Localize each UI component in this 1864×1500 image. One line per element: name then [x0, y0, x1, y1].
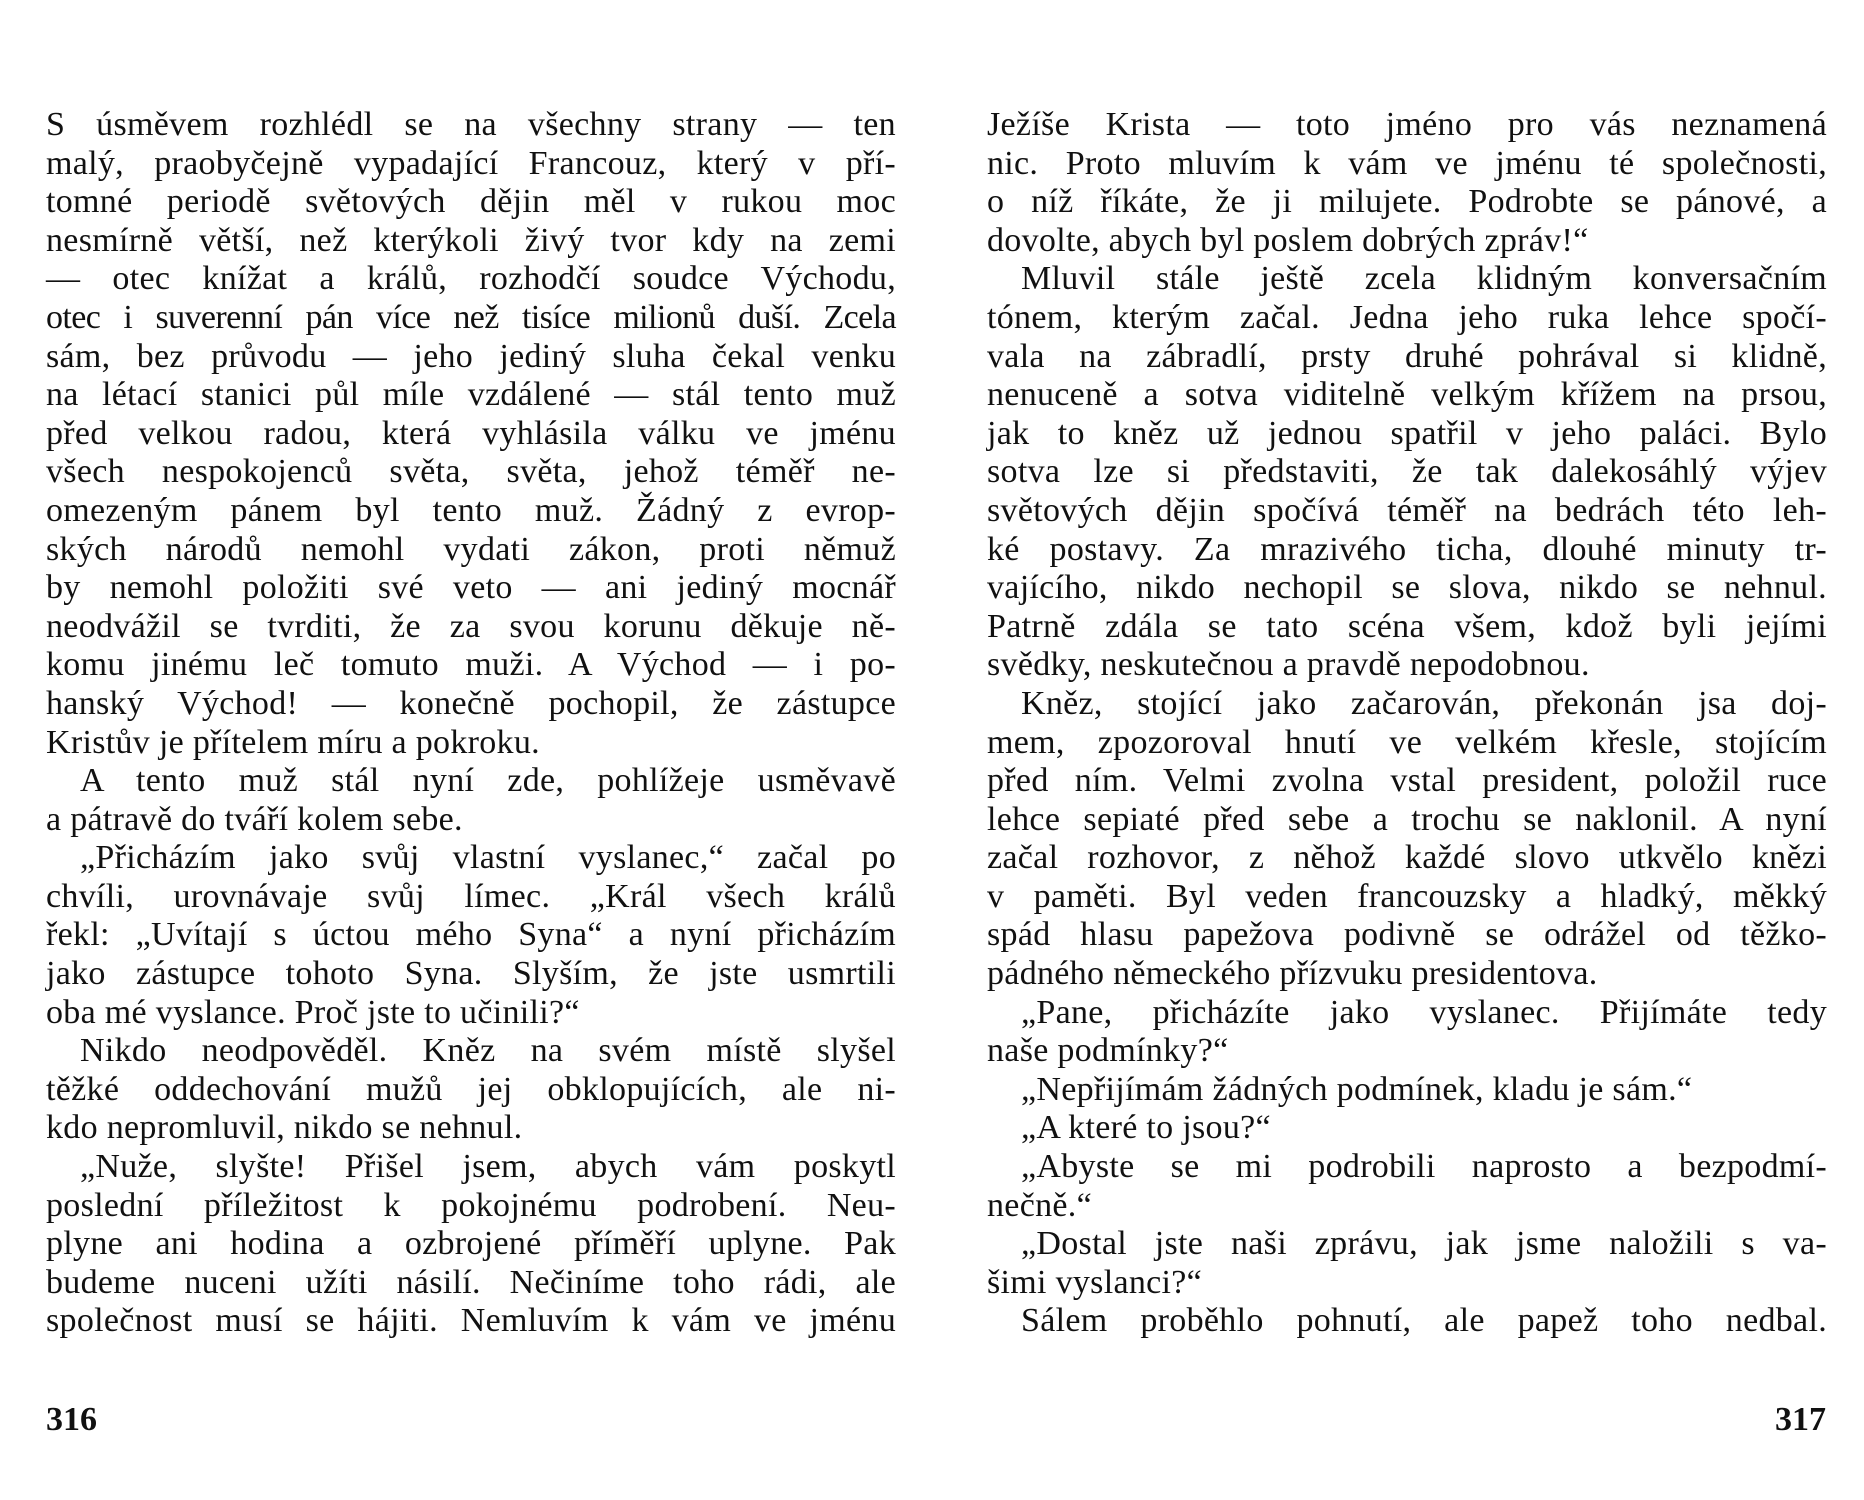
text-line: kdo nepromluvil, nikdo se nehnul. — [46, 1109, 523, 1147]
text-line: všech nespokojenců světa, světa, jehož téměř ne- — [46, 453, 896, 491]
left-page-text — [46, 106, 896, 1341]
text-line: neodvážil se tvrditi, že za svou korunu děkuje ně- — [46, 607, 896, 645]
text-line: dovolte, abych byl poslem dobrých zpráv!“ — [987, 221, 1589, 259]
text-line: Ježíše Krista — toto jméno pro vás neznamená — [987, 106, 1827, 143]
text-line: před ním. Velmi zvolna vstal president, položil ruce — [987, 762, 1827, 800]
text-line: o níž říkáte, že ji milujete. Podrobte se pánové, a — [987, 183, 1827, 221]
text-line: „Abyste se mi podrobili naprosto a bezpodmí- — [1021, 1148, 1827, 1186]
text-line: „Přicházím jako svůj vlastní vyslanec,“ začal po — [80, 839, 896, 877]
text-line: nenuceně a sotva viditelně velkým křížem na prsou, — [987, 376, 1827, 414]
text-line: spád hlasu papežova podivně se odrážel od těžko- — [987, 916, 1827, 954]
text-line: „A které to jsou?“ — [1021, 1109, 1271, 1147]
text-line: malý, praobyčejně vypadající Francouz, který v pří- — [46, 144, 896, 182]
text-line: ké postavy. Za mrazivého ticha, dlouhé minuty tr- — [987, 530, 1827, 568]
text-line: před velkou radou, která vyhlásila válku ve jménu — [46, 414, 896, 452]
text-line: otec i suverenní pán více než tisíce milionů duší. Zcela — [46, 298, 896, 336]
text-line: budeme nuceni užíti násilí. Nečiníme toho rádi, ale — [46, 1263, 896, 1301]
text-line: na létací stanici půl míle vzdálené — stál tento muž — [46, 376, 896, 414]
text-line: tónem, kterým začal. Jedna jeho ruka lehce spočí- — [987, 298, 1827, 336]
text-line: A tento muž stál nyní zde, pohlížeje usměvavě — [80, 762, 896, 800]
text-line: Kněz, stojící jako začarován, překonán jsa doj- — [1021, 684, 1827, 722]
text-line: chvíli, urovnávaje svůj límec. „Král všech králů — [46, 877, 896, 915]
text-line: vajícího, nikdo nechopil se slova, nikdo se nehnul. — [987, 569, 1827, 607]
text-line: těžké oddechování mužů jej obklopujících, ale ni- — [46, 1070, 896, 1108]
page-number: 316 — [46, 1401, 97, 1438]
text-line: „Nuže, slyšte! Přišel jsem, abych vám poskytl — [80, 1148, 896, 1186]
text-line: Patrně zdála se tato scéna všem, kdož byli jejími — [987, 607, 1827, 645]
text-line: naše podmínky?“ — [987, 1032, 1229, 1070]
text-line: plyne ani hodina a ozbrojené příměří uplyne. Pak — [46, 1225, 896, 1263]
text-line: nesmírně větší, než kterýkoli živý tvor kdy na zemi — [46, 221, 896, 259]
text-line: řekl: „Uvítají s úctou mého Syna“ a nyní přicházím — [46, 916, 896, 954]
text-line: tomné periodě světových dějin měl v rukou moc — [46, 183, 896, 221]
text-line: začal rozhovor, z něhož každé slovo utkvělo knězi — [987, 839, 1827, 877]
right-page-text — [987, 106, 1827, 1341]
text-line: jak to kněz už jednou spatřil v jeho paláci. Bylo — [987, 414, 1827, 452]
text-line: „Nepřijímám žádných podmínek, kladu je sám.“ — [1021, 1070, 1693, 1108]
text-line: nic. Proto mluvím k vám ve jménu té společnosti, — [987, 144, 1827, 182]
text-line: „Pane, přicházíte jako vyslanec. Přijímáte tedy — [1021, 993, 1827, 1031]
text-line: oba mé vyslance. Proč jste to učinili?“ — [46, 993, 580, 1031]
text-line: komu jinému leč tomuto muži. A Východ — i po- — [46, 646, 896, 684]
text-line: lehce sepiaté před sebe a trochu se naklonil. A nyní — [987, 800, 1827, 838]
text-line: Mluvil stále ještě zcela klidným konversačním — [1021, 260, 1827, 298]
text-line: „Dostal jste naši zprávu, jak jsme naložili s va- — [1021, 1225, 1827, 1263]
text-line: mem, zpozoroval hnutí ve velkém křesle, stojícím — [987, 723, 1827, 761]
text-line: pádného německého přízvuku presidentova. — [987, 955, 1598, 993]
text-line: poslední příležitost k pokojnému podrobení. Neu- — [46, 1186, 896, 1224]
text-line: Kristův je přítelem míru a pokroku. — [46, 723, 540, 761]
text-line: S úsměvem rozhlédl se na všechny strany — ten — [46, 106, 896, 143]
text-line: nečně.“ — [987, 1186, 1092, 1224]
text-line: Sálem proběhlo pohnutí, ale papež toho nedbal. — [1021, 1302, 1827, 1340]
text-line: hanský Východ! — konečně pochopil, že zástupce — [46, 684, 896, 722]
text-line: šimi vyslanci?“ — [987, 1263, 1203, 1301]
text-line: společnost musí se hájiti. Nemluvím k vám ve jménu — [46, 1302, 896, 1340]
text-line: v paměti. Byl veden francouzsky a hladký, měkký — [987, 877, 1827, 915]
text-line: by nemohl položiti své veto — ani jediný mocnář — [46, 569, 896, 607]
text-line: světových dějin spočívá téměř na bedrách této leh- — [987, 491, 1827, 529]
page-number: 317 — [1775, 1401, 1826, 1438]
text-line: ských národů nemohl vydati zákon, proti němuž — [46, 530, 896, 568]
text-line: sám, bez průvodu — jeho jediný sluha čekal venku — [46, 337, 896, 375]
text-line: sotva lze si představiti, že tak dalekosáhlý výjev — [987, 453, 1827, 491]
text-line: — otec knížat a králů, rozhodčí soudce Východu, — [46, 260, 896, 298]
text-line: a pátravě do tváří kolem sebe. — [46, 800, 463, 838]
text-line: svědky, neskutečnou a pravdě nepodobnou. — [987, 646, 1590, 684]
text-line: jako zástupce tohoto Syna. Slyším, že jste usmrtili — [46, 955, 896, 993]
text-line: Nikdo neodpověděl. Kněz na svém místě slyšel — [80, 1032, 896, 1070]
text-line: omezeným pánem byl tento muž. Žádný z evrop- — [46, 491, 896, 529]
text-line: vala na zábradlí, prsty druhé pohrával si klidně, — [987, 337, 1827, 375]
